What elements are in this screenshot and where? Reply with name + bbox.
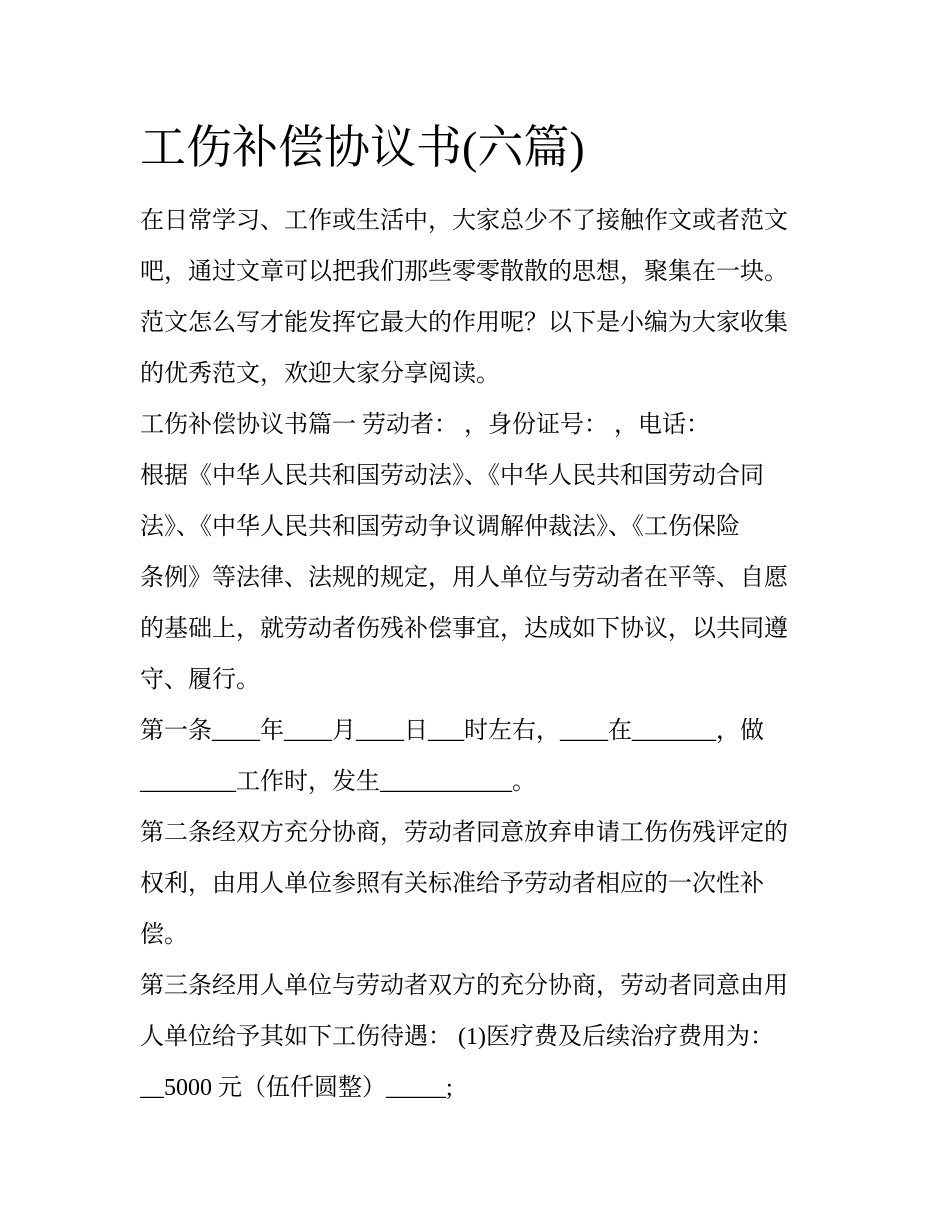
paragraph-line: 守、履行。: [140, 667, 260, 693]
paragraph-line: 第二条经双方充分协商，劳动者同意放弃申请工伤伤残评定的: [140, 820, 788, 846]
paragraph-line: 的基础上，就劳动者伤残补偿事宜，达成如下协议，以共同遵: [140, 616, 788, 642]
paragraph-line: 第一条____年____月____日___时左右，____在_______，做: [140, 718, 764, 744]
paragraph-line: 法》、《中华人民共和国劳动争议调解仲裁法》、《工伤保险: [140, 514, 740, 540]
paragraph-line: 在日常学习、工作或生活中，大家总少不了接触作文或者范文: [140, 208, 788, 234]
paragraph-line: 第三条经用人单位与劳动者双方的充分协商，劳动者同意由用: [140, 973, 788, 999]
paragraph-line: 范文怎么写才能发挥它最大的作用呢？以下是小编为大家收集: [140, 310, 788, 336]
paragraph-line: 的优秀范文，欢迎大家分享阅读。: [140, 361, 500, 387]
paragraph-line: 吧，通过文章可以把我们那些零零散散的思想，聚集在一块。: [140, 259, 788, 285]
paragraph-line: 条例》等法律、法规的规定，用人单位与劳动者在平等、自愿: [140, 565, 788, 591]
paragraph-line: 偿。: [140, 922, 188, 948]
article-1-paragraph: [140, 706, 764, 808]
basis-paragraph: [140, 451, 788, 706]
article-2-paragraph: [140, 808, 788, 961]
section-heading-paragraph: [140, 400, 710, 451]
document-title: 工伤补偿协议书(六篇): [140, 122, 585, 173]
article-3-paragraph: [140, 961, 788, 1114]
paragraph-line: 人单位给予其如下工伤待遇： (1)医疗费及后续治疗费用为：: [140, 1024, 774, 1050]
paragraph-line: 权利，由用人单位参照有关标准给予劳动者相应的一次性补: [140, 871, 764, 897]
paragraph-line: __5000 元（伍仟圆整）_____;: [140, 1075, 453, 1101]
paragraph-line: 根据《中华人民共和国劳动法》、《中华人民共和国劳动合同: [140, 463, 764, 489]
intro-paragraph: [140, 196, 788, 400]
paragraph-line: 工伤补偿协议书篇一 劳动者： ，身份证号： ，电话：: [140, 412, 710, 438]
paragraph-line: ________工作时，发生___________。: [140, 769, 536, 795]
